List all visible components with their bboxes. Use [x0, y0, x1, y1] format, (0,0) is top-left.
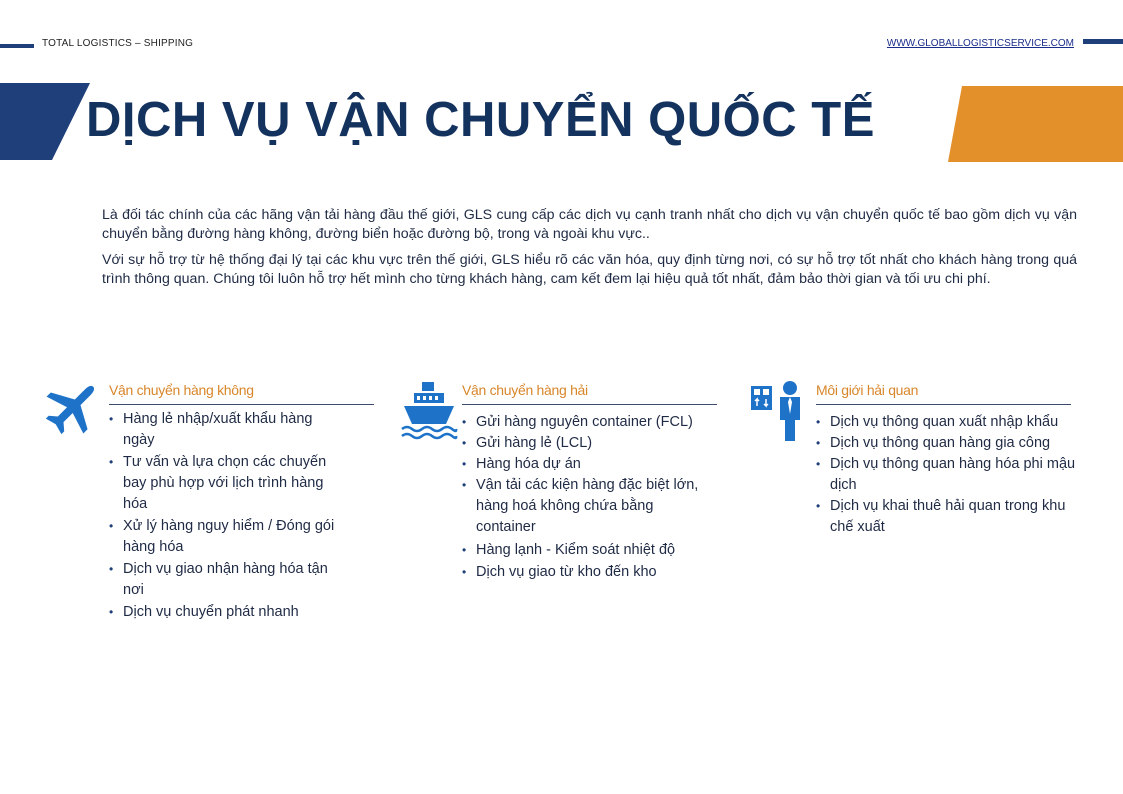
customs-heading: Môi giới hải quan	[816, 382, 1071, 405]
list-item: • Hàng hóa dự án	[462, 454, 712, 475]
header-accent-bar-left	[0, 44, 34, 48]
list-item: • Dịch vụ thông quan hàng gia công	[816, 433, 1086, 454]
list-item: • Hàng lẻ nhập/xuất khẩu hàng ngày	[109, 409, 339, 451]
list-item: • Hàng lạnh - Kiểm soát nhiệt độ	[462, 540, 712, 561]
list-item: • Dịch vụ thông quan hàng hóa phi mậu dịch	[816, 454, 1086, 496]
list-item: • Dịch vụ giao từ kho đến kho	[462, 562, 712, 583]
list-item: • Dịch vụ khai thuê hải quan trong khu chế xuất	[816, 496, 1086, 538]
intro-paragraph-1: Là đối tác chính của các hãng vận tải hàng đầu thế giới, GLS cung cấp các dịch vụ cạnh tranh nhất cho dịch vụ vận chuyển quốc tế bao gồm dịch vụ vận chuyển bằng đường hàng không, đường biển hoặc đường bộ, trong và ngoài khu vực..	[102, 207, 1077, 242]
customs-service-list	[816, 412, 1086, 538]
list-item: • Dịch vụ chuyển phát nhanh	[109, 602, 339, 623]
list-item: • Dịch vụ giao nhận hàng hóa tận nơi	[109, 559, 339, 601]
list-item: • Vận tải các kiện hàng đặc biệt lớn, hàng hoá không chứa bằng container	[462, 475, 712, 538]
title-band-right	[948, 86, 1123, 162]
ship-icon	[400, 380, 458, 440]
intro-paragraph-2: Với sự hỗ trợ từ hệ thống đại lý tại các khu vực trên thế giới, GLS hiểu rõ các văn hóa, quy định từng nơi, có sự hỗ trợ tốt nhất cho khách hàng trong quá trình thông quan. Chúng tôi luôn hỗ trợ hết mình cho từng khách hàng, cam kết đem lại hiệu quả tốt nhất, đảm bảo thời gian và tối ưu chi phí.	[102, 252, 1077, 287]
sea-heading: Vận chuyển hàng hải	[462, 382, 717, 405]
website-link[interactable]: WWW.GLOBALLOGISTICSERVICE.COM	[886, 38, 1074, 49]
customs-broker-icon	[750, 380, 802, 442]
brand-text: TOTAL LOGISTICS – SHIPPING	[42, 38, 194, 49]
air-heading: Vận chuyển hàng không	[109, 382, 374, 405]
airplane-icon	[44, 378, 100, 438]
page-title: DỊCH VỤ VẬN CHUYỂN QUỐC TẾ	[86, 93, 875, 147]
list-item: • Gửi hàng lẻ (LCL)	[462, 433, 712, 454]
air-service-list	[109, 409, 339, 624]
list-item: • Tư vấn và lựa chọn các chuyến bay phù hợp với lịch trình hàng hóa	[109, 452, 339, 515]
title-band-left	[0, 83, 90, 160]
list-item: • Gửi hàng nguyên container (FCL)	[462, 412, 712, 433]
intro-text	[102, 206, 1077, 296]
sea-service-list	[462, 412, 712, 583]
list-item: • Dịch vụ thông quan xuất nhập khẩu	[816, 412, 1086, 433]
list-item: • Xử lý hàng nguy hiểm / Đóng gói hàng hóa	[109, 516, 339, 558]
header-accent-bar-right	[1083, 39, 1123, 44]
